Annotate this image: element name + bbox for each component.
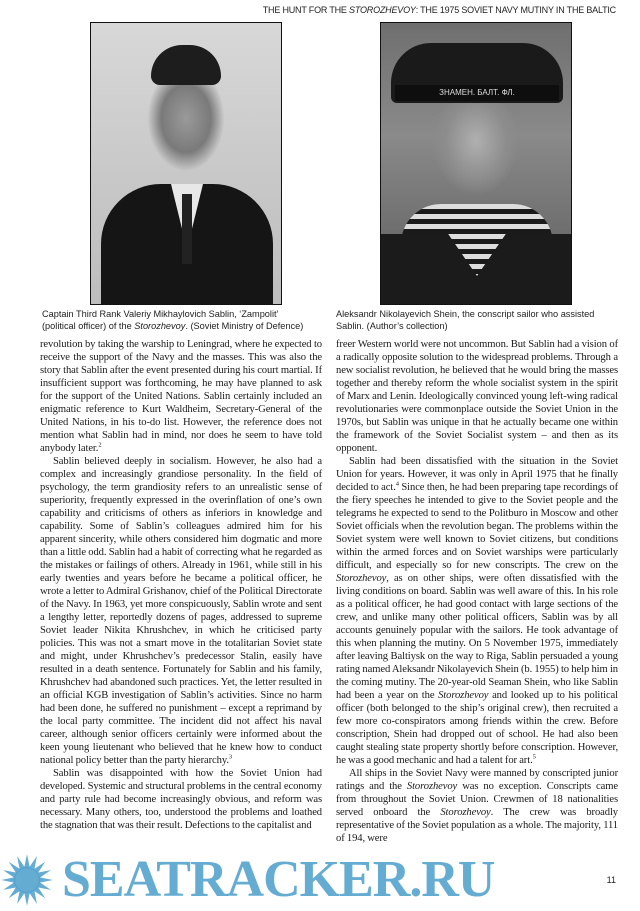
body-column-left	[40, 338, 322, 845]
sun-ray	[24, 892, 30, 906]
sun-ray	[39, 877, 53, 883]
paragraph	[40, 455, 322, 767]
page-footer	[0, 849, 640, 911]
text-run: . (Soviet Ministry of Defence)	[185, 320, 304, 331]
paragraph	[336, 338, 618, 455]
paragraph	[40, 338, 322, 455]
captions-row	[42, 309, 620, 332]
header-ship-name: STOROZHEVOY	[349, 5, 416, 15]
text-run: and looked up to his political officer (both belonged to the ship’s original crew), then recruited a few more co-conspirators among friends within the crew. Before conscription, Shein had dropped out of school. He had also been caught stealing state property shortly before conscription. However, he was a good mechanic and had a talent for art.	[336, 690, 618, 766]
text-run: was no exception. Conscripts came from throughout the Soviet Union. Crewmen of 18 nationalities served onboard the	[336, 781, 618, 818]
paragraph	[40, 767, 322, 832]
caption-right	[336, 309, 620, 332]
header-text-rest: : THE 1975 SOVIET NAVY MUTINY IN THE BALTIC	[415, 5, 616, 15]
italic-text: Storozhevoy	[134, 320, 186, 331]
footnote-ref: 3	[228, 753, 233, 761]
italic-text: Storozhevoy	[440, 807, 491, 818]
italic-text: Storozhevoy	[438, 690, 489, 701]
footnote-ref: 2	[98, 441, 102, 449]
text-run: , as on other ships, were often dissatisfied with the living conditions on board. Sablin was well aware of this. In his role as a political officer, he had good contact with large sections of the crew, and unlike many other political officers, Sablin was by all accounts genuinely popular with the sailors. He took advantage of this when planning the mutiny. On 5 November 1975, immediately after leaving Baltiysk on the way to Riga, Sablin persuaded a young rating named Aleksandr Nikolayevich Shein (b. 1955) to help him in the coming mutiny. The 20-year-old Seaman Shein, who like Sablin had been a year on the	[336, 573, 618, 701]
paragraph	[336, 767, 618, 845]
sun-ray	[1, 877, 15, 883]
text-run: Captain Third Rank Valeriy Mikhaylovich Sablin, ‘Zampolit’ (political officer) of the	[42, 309, 279, 331]
header-text: THE HUNT FOR THE	[262, 5, 350, 15]
photo-hair	[151, 45, 221, 85]
text-run: Since then, he had been preparing tape recordings of the fiery speeches he intended to give to the Soviet people and the telegrams he expected to send to the Politburo in Moscow and other Soviet officials when the revolution began. The problems within the Soviet system were well known to Soviet citizens, but conditions within the armed forces and on Soviet warships were particularly difficult, and especially so for new conscripts. The crew on the	[336, 482, 618, 571]
page-number: 11	[606, 875, 616, 885]
photo-cap-band: ЗНАМЕН. БАЛТ. ФЛ.	[395, 85, 559, 101]
italic-text: Storozhevoy	[406, 781, 458, 792]
footnote-ref: 4	[395, 480, 399, 488]
text-run: freer Western world were not uncommon. But Sablin had a vision of a radically opposite solution to the widespread problems. Through a new socialist revolution, he believed that he would bring the masses together and thereby reform the whole socialist system in the spirit of Marx and Lenin. Ideologically convinced young left-wing radical revolutionaries were commonplace outside the Soviet Union in the 1970s, but Sablin was unique in that he actually became one within the framework of the Soviet Socialist system – and then as its opponent.	[336, 339, 618, 454]
body-columns	[40, 338, 618, 845]
text-run: . The crew was broadly representative of the Soviet population as a whole. The majority, 111 of 194, were	[336, 807, 618, 844]
watermark-sun-icon	[0, 853, 54, 907]
italic-text: Storozhevoy	[336, 573, 387, 584]
running-header	[263, 5, 616, 16]
text-run: All ships in the Soviet Navy were manned by conscripted junior ratings and the	[336, 768, 618, 792]
caption-left	[42, 309, 312, 332]
text-run: revolution by taking the warship to Leningrad, where he expected to receive the support of the Navy and the masses. This was also the story that Sablin after the event presented during his court martial. If insufficient support was forthcoming, he may have planned to ask for the support of the United Nations. Sablin certainly included an enigmatic reference to Kurt Waldheim, Secretary-General of the United Nations, in his to-do list. However, the reference does not mention what Sablin had in mind, nor does he seem to have told anybody later.	[40, 339, 322, 454]
text-run: Sablin had been dissatisfied with the situation in the Soviet Union for years. However, it was only in April 1975 that he finally decided to act.	[336, 456, 618, 493]
text-run: Sablin was disappointed with how the Soviet Union had developed. Systemic and structural problems in the central economy and party rule had become increasingly obvious, and reform was necessary. Many others, too, understood the problems and loathed the stagnation that was their result. Defections to the capitalist and	[40, 768, 322, 831]
footnote-ref: 5	[532, 753, 536, 761]
watermark-logo: SEATRACKER.RU	[62, 851, 495, 908]
body-column-right	[336, 338, 618, 845]
photo-sablin	[90, 22, 282, 305]
photo-shein	[380, 22, 572, 305]
photo-tie	[182, 194, 192, 264]
sun-ray	[24, 854, 30, 868]
text-run: Sablin believed deeply in socialism. However, he also had a complex and increasingly grandiose personality. In the field of psychology, the term grandiosity refers to an unrealistic sense of superiority, frequently expressed in the overinflation of one’s own capability and criticisms of others as inferiors in knowledge and capability. Some of Sablin’s colleagues admired him for his apparent sincerity, while others considered him dogmatic and more than a little odd. Sablin had a habit of correcting what he regarded as the mistakes or failings of others. Already in 1961, while still in his early twenties and years before he became a political officer, he wrote a letter to Admiral Grishanov, chief of the Political Directorate of the Navy. In 1963, yet more conspicuously, Sablin wrote and sent a lengthy letter, reportedly dozens of pages, addressed to supreme Soviet leader Nikita Khrushchev, in which he criticised party policies. This was not a smart move in the totalitarian Soviet state and might, under Khrushchev’s predecessor Stalin, easily have resulted in a death sentence. Fortunately for Sablin and his family, Khrushchev had abandoned such practices. Yet, the letter resulted in an official KGB investigation of Sablin’s activities. Since no harm had been done, he suffered no punishment – except a reprimand by the local party committee. The incident did not affect his naval career, although senior officers certainly were informed about the keen young lieutenant who believed that he knew how to conduct national policy better than the party hierarchy.	[40, 456, 322, 766]
paragraph	[336, 455, 618, 767]
text-run: Aleksandr Nikolayevich Shein, the conscript sailor who assisted Sablin. (Author’s collection)	[336, 309, 595, 331]
